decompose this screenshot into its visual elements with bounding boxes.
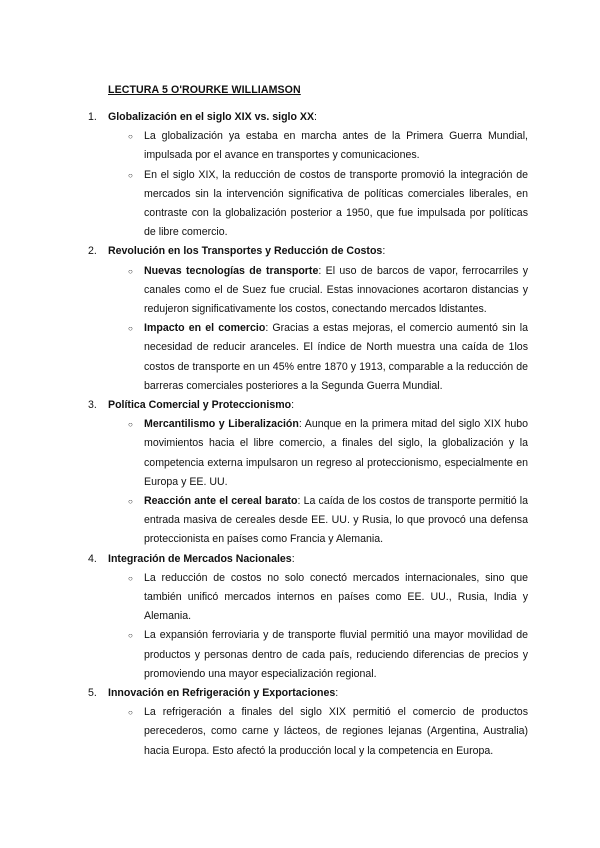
item-separator: : [265, 322, 273, 335]
circle-bullet-icon: ○ [128, 497, 133, 507]
circle-bullet-icon: ○ [128, 170, 133, 180]
section-title: Revolución en los Transportes y Reducción de Costos [108, 245, 383, 258]
item-text: Aunque en la primera mitad del siglo XIX hubo movimientos hacia el libre comercio, a finales del siglo, la globalización y la competencia externa impulsaron un regreso al proteccionismo, especialmente en Europa y EE. UU. [144, 418, 529, 488]
circle-bullet-icon: ○ [128, 708, 133, 718]
item-lead: Reacción ante el cereal barato [144, 495, 298, 508]
bullet-list [88, 262, 528, 396]
item-separator: : [298, 418, 305, 431]
section-heading [88, 684, 528, 703]
section-number: 5. [88, 687, 97, 700]
list-item [88, 319, 528, 396]
bullet-list [88, 415, 528, 549]
list-item [88, 127, 528, 165]
section-title: Integración de Mercados Nacionales [108, 552, 292, 565]
section-title: Política Comercial y Proteccionismo [108, 399, 292, 412]
section-title: Globalización en el siglo XIX vs. siglo XX [108, 111, 315, 123]
item-text: La globalización ya estaba en marcha antes de la Primera Guerra Mundial, impulsada por el avance en transportes y comunicaciones. [144, 130, 528, 162]
section-number: 2. [88, 245, 97, 258]
item-text: En el siglo XIX, la reducción de costos de transporte promovió la integración de mercados sin la intervención significativa de políticas comerciales liberales, en contraste con la globalización posterior a 1950, que fue impulsada por políticas de libre comercio. [144, 168, 528, 239]
section-heading [88, 242, 528, 261]
section-punct: : [335, 687, 339, 700]
circle-bullet-icon: ○ [128, 420, 133, 430]
item-separator: : [318, 264, 326, 277]
section-5 [88, 684, 528, 761]
item-separator: : [297, 495, 304, 508]
circle-bullet-icon: ○ [128, 132, 133, 142]
circle-bullet-icon: ○ [128, 266, 133, 276]
bullet-list [88, 569, 528, 684]
section-3 [88, 396, 528, 550]
section-punct: : [291, 552, 295, 565]
item-text: La reducción de costos no solo conectó mercados internacionales, sino que también unificó mercados internos en países como EE. UU., Rusia, India y Alemania. [144, 571, 528, 623]
section-number: 4. [88, 552, 97, 565]
section-heading [88, 396, 528, 415]
list-item [88, 569, 528, 627]
item-text: La expansión ferroviaria y de transporte fluvial permitió una mayor movilidad de productos y personas dentro de cada país, reduciendo diferencias de precios y promoviendo una mayor especialización regional. [144, 629, 528, 680]
item-lead: Impacto en el comercio [144, 322, 266, 335]
item-lead: Mercantilismo y Liberalización [144, 418, 299, 431]
item-text: Gracias a estas mejoras, el comercio aumentó sin la necesidad de reducir aranceles. El índice de North muestra una caída de 1los costos de transporte en un 45% entre 1870 y 1913, comparable a la reducción de barreras comerciales posteriores a la Segunda Guerra Mundial. [144, 322, 528, 392]
list-item [88, 626, 528, 684]
list-item [88, 703, 528, 761]
list-item [88, 415, 528, 492]
section-number: 1. [88, 111, 97, 123]
list-item [88, 492, 528, 550]
circle-bullet-icon: ○ [128, 631, 133, 641]
circle-bullet-icon: ○ [128, 324, 133, 334]
section-1 [88, 108, 528, 242]
section-punct: : [314, 111, 317, 123]
list-item [88, 262, 528, 320]
item-text: La caída de los costos de transporte permitió la entrada masiva de cereales desde EE. UU. y Rusia, lo que provocó una defensa proteccionista en países como Francia y Alemania. [144, 495, 529, 546]
item-lead: Nuevas tecnologías de transporte [144, 264, 319, 277]
bullet-list [88, 703, 528, 761]
section-punct: : [382, 245, 386, 258]
document-title: LECTURA 5 O'ROURKE WILLIAMSON [108, 84, 301, 96]
section-heading [88, 108, 528, 127]
section-4 [88, 550, 528, 684]
section-punct: : [291, 399, 295, 412]
list-item [88, 166, 528, 243]
section-number: 3. [88, 399, 97, 412]
section-title: Innovación en Refrigeración y Exportaciones [108, 687, 336, 700]
circle-bullet-icon: ○ [128, 573, 133, 583]
item-text: La refrigeración a finales del siglo XIX permitió el comercio de productos perecederos, como carne y lácteos, de regiones lejanas (Argentina, Australia) hacia Europa. Esto afectó la producción local y la competencia en Europa. [144, 706, 528, 757]
section-2 [88, 242, 528, 396]
bullet-list [88, 127, 528, 242]
item-text: El uso de barcos de vapor, ferrocarriles y canales como el de Suez fue crucial. Estas innovaciones acortaron distancias y redujeron significativamente los costos, conectando mercados ldistantes. [144, 264, 528, 315]
section-list [88, 108, 528, 761]
section-heading [88, 550, 528, 569]
